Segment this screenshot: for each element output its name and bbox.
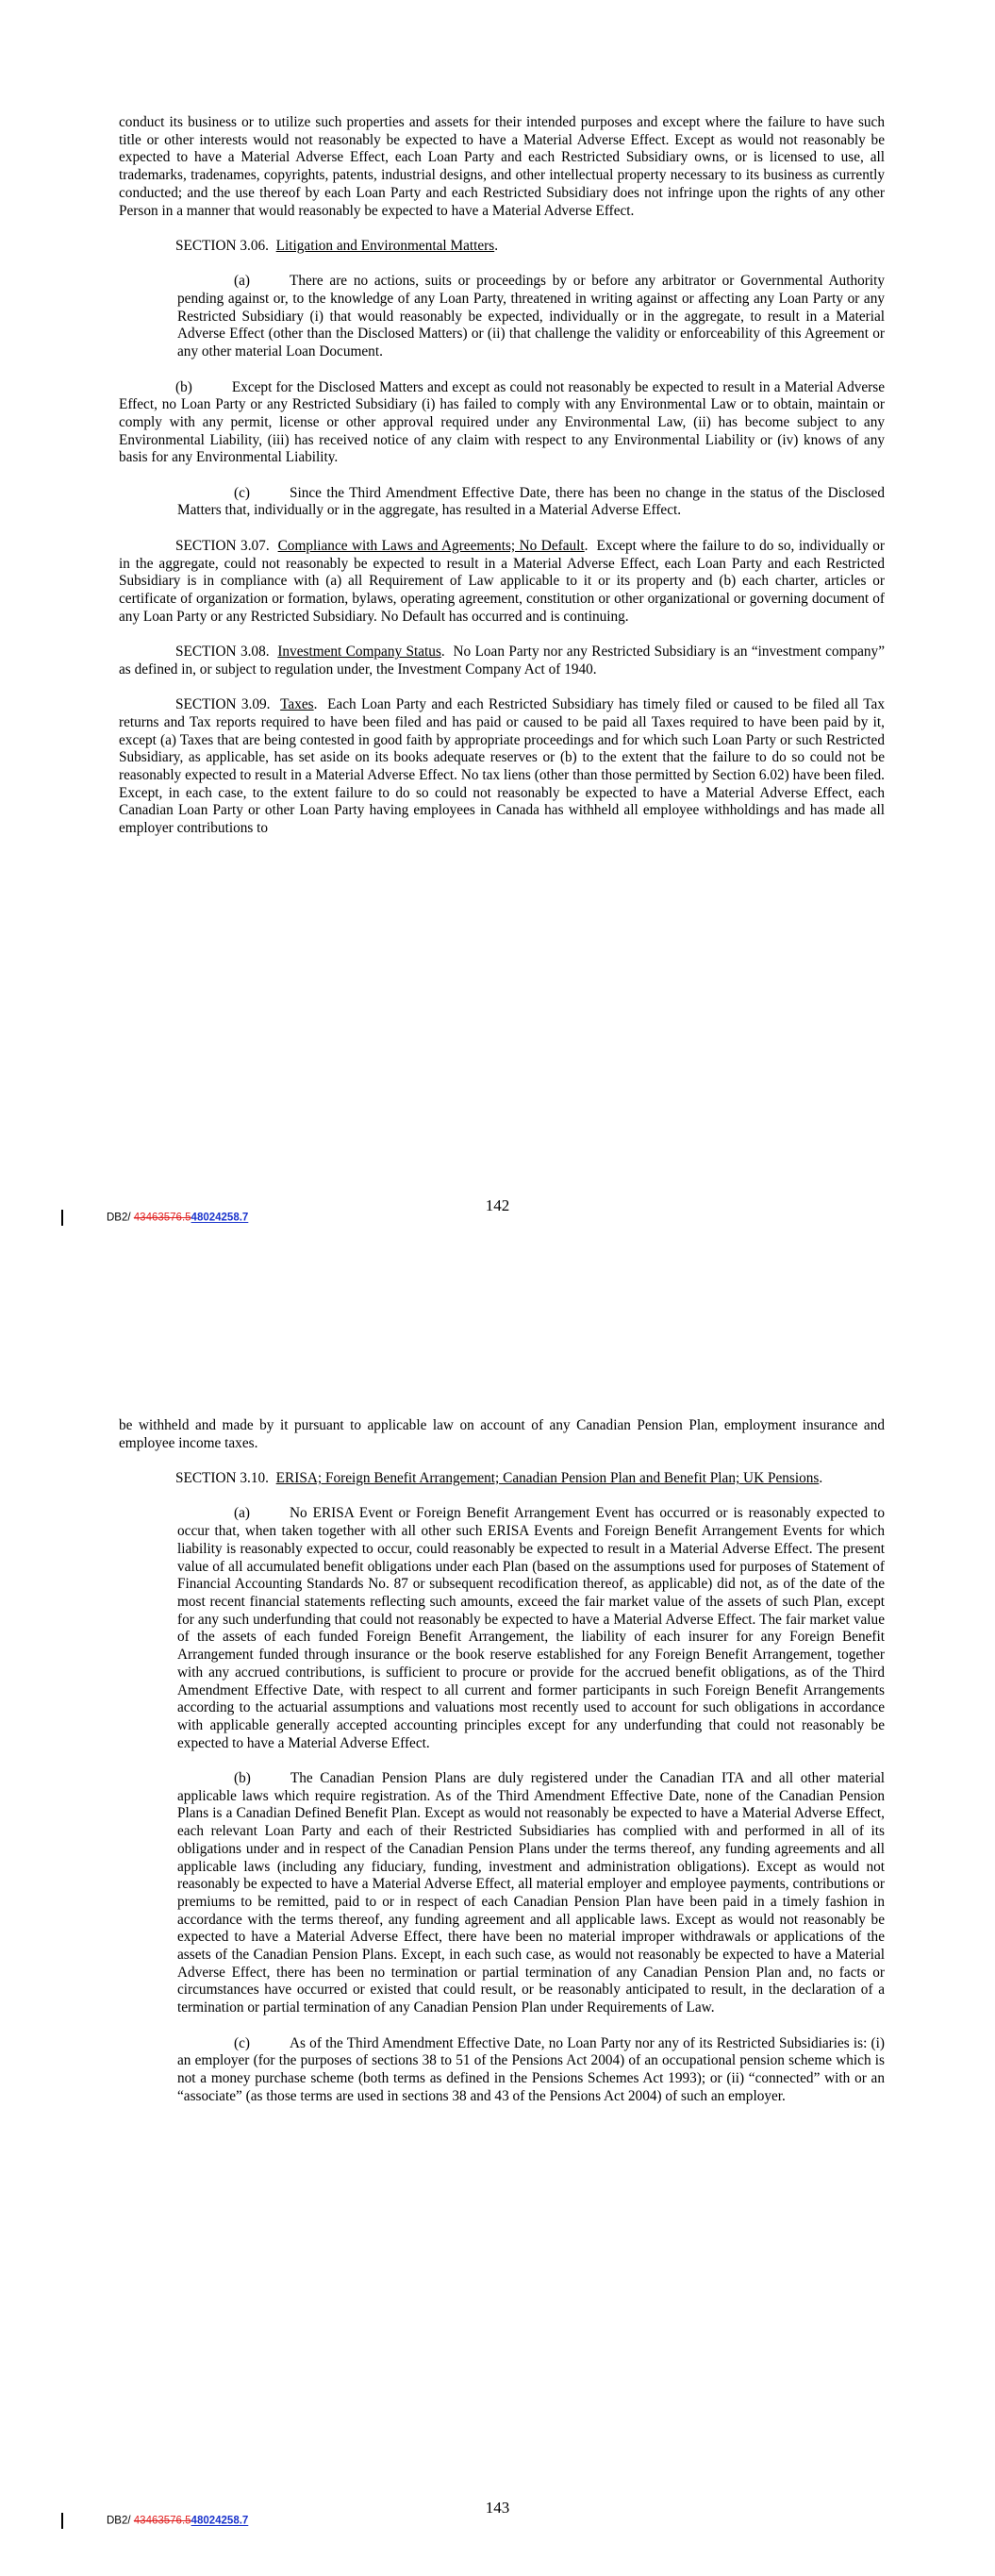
clause-number: (c) bbox=[234, 2034, 250, 2051]
section-title: Investment Company Status bbox=[277, 644, 441, 660]
section-label: SECTION 3.09. bbox=[175, 696, 271, 713]
page-number: 143 bbox=[485, 2499, 510, 2517]
section-label: SECTION 3.08. bbox=[175, 644, 270, 660]
clause-number: (b) bbox=[234, 1770, 251, 1787]
deleted-doc-number: 43463576.5 bbox=[133, 2515, 191, 2527]
clause-text: Since the Third Amendment Effective Date, there has been no change in the status of the Disclosed Matters that, individually or in the aggregate, has resulted in a Material Adverse Effect. bbox=[177, 484, 885, 519]
section-title: Taxes bbox=[280, 696, 314, 713]
section-text: Each Loan Party and each Restricted Subsidiary has timely filed or caused to be filed all Tax returns and Tax reports required to have been filed and has paid or caused to be paid all Taxes required to have been paid by it, except (a) Taxes that are being contested in good faith by appropriate proceedings and for which such Loan Party or such Restricted Subsidiary, as applicable, has set aside on its books adequate reserves or (b) to the extent that the failure to do so could not be reasonably expected to result in a Material Adverse Effect. No tax liens (other than those permitted by Section 6.02) have been filed. Except, in each case, to the extent failure to do so could not reasonably be expected to have a Material Adverse Effect, each Canadian Loan Party or other Loan Party having employees in Canada has withheld all employee withholdings and has made all employer contributions to bbox=[119, 696, 885, 837]
section-3-10-heading: SECTION 3.10. ERISA; Foreign Benefit Arrangement; Canadian Pension Plan and Benefit Plan; UK Pensions. bbox=[175, 1470, 823, 1487]
clause-text: As of the Third Amendment Effective Date, no Loan Party nor any of its Restricted Subsidiaries is: (i) an employer (for the purposes of sections 38 to 51 of the Pensions Act 2004) of an occupational pension scheme which is not a money purchase scheme (both terms as defined in the Pensions Schemes Act 1993); or (ii) “connected” with or an “associate” (as those terms are used in sections 38 and 43 of the Pensions Act 2004) of such an employer. bbox=[177, 2034, 885, 2104]
clause-number: (a) bbox=[234, 1505, 250, 1522]
page-143 bbox=[0, 1288, 995, 2576]
inserted-doc-number: 48024258.7 bbox=[191, 2515, 249, 2527]
section-title: Compliance with Laws and Agreements; No Default bbox=[277, 537, 585, 554]
section-3-06-heading: SECTION 3.06. Litigation and Environmental Matters. bbox=[175, 237, 499, 254]
change-bar bbox=[61, 2513, 63, 2529]
section-title: Litigation and Environmental Matters bbox=[275, 237, 495, 254]
section-3-10-a bbox=[177, 1505, 885, 1752]
section-3-06-c bbox=[177, 485, 885, 520]
footer-prefix: DB2/ bbox=[107, 1212, 131, 1224]
section-label: SECTION 3.06. bbox=[175, 237, 270, 254]
section-3-10-b bbox=[177, 1770, 885, 2017]
clause-text: Except for the Disclosed Matters and except as could not reasonably be expected to result in a Material Adverse Effect, no Loan Party or any Restricted Subsidiary (i) has failed to comply with any Environmental Law or to obtain, maintain or comply with any permit, license or other approval required under any Environmental Law, (ii) has become subject to any Environmental Liability, (iii) has received notice of any claim with respect to any Environmental Liability or (iv) knows of any basis for any Environmental Liability. bbox=[119, 378, 885, 466]
document-footer bbox=[61, 1210, 248, 1226]
continuation-paragraph: be withheld and made by it pursuant to applicable law on account of any Canadian Pension Plan, employment insurance and employee income taxes. bbox=[119, 1417, 885, 1451]
clause-number: (b) bbox=[175, 378, 192, 395]
clause-text: There are no actions, suits or proceedings by or before any arbitrator or Governmental Authority pending against or, to the knowledge of any Loan Party, threatened in writing against or affecting any Loan Party or any Restricted Subsidiary (i) that would reasonably be expected, individually or in the aggregate, to result in a Material Adverse Effect (other than the Disclosed Matters) or (ii) that challenge the validity or enforceability of this Agreement or any other material Loan Document. bbox=[177, 273, 885, 360]
section-3-06-b bbox=[119, 379, 885, 468]
inserted-doc-number: 48024258.7 bbox=[191, 1212, 249, 1224]
clause-text: No ERISA Event or Foreign Benefit Arrangement Event has occurred or is reasonably expected to occur that, when taken together with all other such ERISA Events and Foreign Benefit Arrangement Events for which liability is reasonably expected to occur, could reasonably be expected to result in a Material Adverse Effect. The present value of all accumulated benefit obligations under each Plan (based on the assumptions used for purposes of Statement of Financial Accounting Standards No. 87 or subsequent recodification thereof, as applicable) did not, as of the date of the most recent financial statements reflecting such amounts, exceed the fair market value of the assets of such Plan, except for any such underfunding that could not reasonably be expected to have a Material Adverse Effect. The fair market value of the assets of each funded Foreign Benefit Arrangement, the liability of each insurer for any Foreign Benefit Arrangement funded through insurance or the book reserve established for any Foreign Benefit Arrangement, together with any accrued contributions, is sufficient to procure or provide for the accrued benefit obligations, as of the Third Amendment Effective Date, with respect to all current and former participants in such Foreign Benefit Arrangements according to the actuarial assumptions and valuations most recently used to account for such obligations in accordance with applicable generally accepted accounting principles except for any underfunding that could not reasonably be expected to have a Material Adverse Effect. bbox=[177, 1505, 885, 1751]
page-142-body bbox=[119, 114, 885, 855]
document-footer bbox=[61, 2513, 248, 2529]
clause-number: (c) bbox=[234, 484, 250, 501]
section-3-08: SECTION 3.08. Investment Company Status. No Loan Party nor any Restricted Subsidiary is an “investment company” as defined in, or subject to regulation under, the Investment Company Act of 1940. bbox=[119, 644, 885, 677]
section-3-09: SECTION 3.09. Taxes. Each Loan Party and each Restricted Subsidiary has timely filed or caused to be filed all Tax returns and Tax reports required to have been filed and has paid or caused to be paid all Taxes required to have been paid by it, except (a) Taxes that are being contested in good faith by appropriate proceedings and for which such Loan Party or such Restricted Subsidiary, as applicable, has set aside on its books adequate reserves or (b) to the extent that the failure to do so could not be reasonably expected to result in a Material Adverse Effect. No tax liens (other than those permitted by Section 6.02) have been filed. Except, in each case, to the extent failure to do so could not reasonably be expected to have a Material Adverse Effect, each Canadian Loan Party or other Loan Party having employees in Canada has withheld all employee withholdings and has made all employer contributions to bbox=[119, 696, 885, 837]
section-label: SECTION 3.10. bbox=[175, 1470, 270, 1487]
section-text: Except where the failure to do so, individually or in the aggregate, could not reasonably be expected to result in a Material Adverse Effect, each Loan Party and each Restricted Subsidiary is in compliance with (a) all Requirement of Law applicable to it or its property and (b) each charter, articles or certificate of organization or formation, bylaws, operating agreement, constitution or other organizational or governing document of any Loan Party or any Restricted Subsidiary. No Default has occurred and is continuing. bbox=[119, 537, 885, 625]
section-3-06-a bbox=[177, 273, 885, 361]
section-label: SECTION 3.07. bbox=[175, 537, 270, 554]
section-3-10-c bbox=[177, 2035, 885, 2106]
clause-number: (a) bbox=[234, 273, 250, 290]
footer-prefix: DB2/ bbox=[107, 2515, 131, 2527]
continuation-paragraph: conduct its business or to utilize such properties and assets for their intended purposes and except where the failure to have such title or other interests would not reasonably be expected to have a Material Adverse Effect. Except as would not reasonably be expected to have a Material Adverse Effect, each Loan Party and each Restricted Subsidiary owns, or is licensed to use, all trademarks, tradenames, copyrights, patents, industrial designs, and other intellectual property necessary to its business as currently conducted; and the use thereof by each Loan Party and each Restricted Subsidiary does not infringe upon the rights of any other Person in a manner that would reasonably be expected to have a Material Adverse Effect. bbox=[119, 114, 885, 219]
change-bar bbox=[61, 1210, 63, 1226]
page-143-body bbox=[119, 1417, 885, 2123]
section-title: ERISA; Foreign Benefit Arrangement; Canadian Pension Plan and Benefit Plan; UK Pensions bbox=[275, 1470, 820, 1487]
deleted-doc-number: 43463576.5 bbox=[133, 1212, 191, 1224]
section-3-07: SECTION 3.07. Compliance with Laws and Agreements; No Default. Except where the failure to do so, individually or in the aggregate, could not reasonably be expected to result in a Material Adverse Effect, each Loan Party and each Restricted Subsidiary is in compliance with (a) all Requirement of Law applicable to it or its property and (b) each charter, articles or certificate of organization or formation, bylaws, operating agreement, constitution or other organizational or governing document of any Loan Party or any Restricted Subsidiary. No Default has occurred and is continuing. bbox=[119, 537, 885, 625]
clause-text: The Canadian Pension Plans are duly registered under the Canadian ITA and all other material applicable laws which require registration. As of the Third Amendment Effective Date, none of the Canadian Pension Plans is a Canadian Defined Benefit Plan. Except as would not reasonably be expected to have a Material Adverse Effect, each relevant Loan Party and each of their Restricted Subsidiaries has complied with and performed in all of its obligations under and in respect of the Canadian Pension Plans under the terms thereof, any funding agreements and all applicable laws (including any fiduciary, funding, investment and administration obligations). Except as would not reasonably be expected to have a Material Adverse Effect, all material employer and employee payments, contributions or premiums to be remitted, paid to or in respect of each Canadian Pension Plan have been paid in a timely fashion in accordance with the terms thereof, any funding agreement and all applicable laws. Except as would not reasonably be expected to have a Material Adverse Effect, there have been no material improper withdrawals or applications of the assets of the Canadian Pension Plans. Except, in each such case, as would not reasonably be expected to have a Material Adverse Effect, there has been no termination or partial termination of any Canadian Pension Plan and, no facts or circumstances have occurred or existed that could result, or be reasonably anticipated to result, in the declaration of a termination or partial termination of any Canadian Pension Plan under Requirements of Law. bbox=[177, 1770, 885, 2016]
section-text: No Loan Party nor any Restricted Subsidiary is an “investment company” as defined in, or subject to regulation under, the Investment Company Act of 1940. bbox=[119, 644, 885, 677]
page-number: 142 bbox=[485, 1196, 510, 1214]
